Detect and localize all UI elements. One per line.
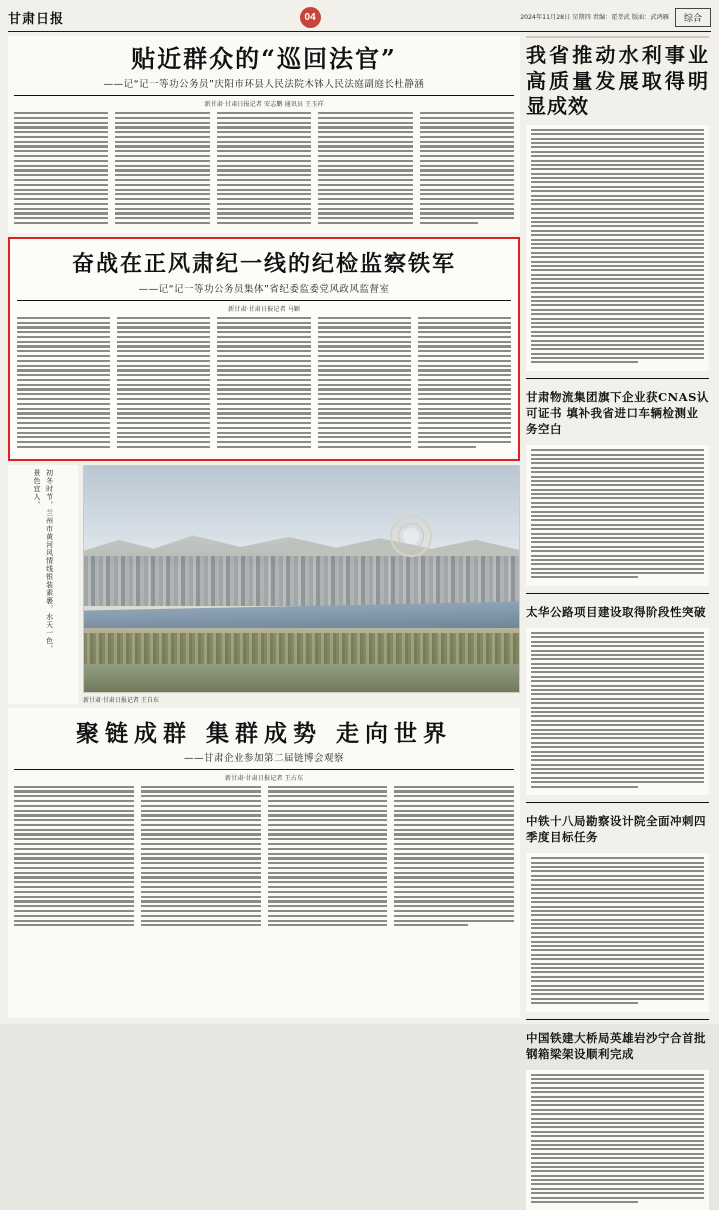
photo-credit: 新甘肃·甘肃日报记者 王自东 (83, 696, 159, 704)
divider (526, 802, 709, 803)
divider (14, 769, 514, 770)
page-body (8, 36, 711, 1061)
photo-feature (8, 465, 520, 704)
right-item-1-title: 太华公路项目建设取得阶段性突破 (526, 604, 706, 619)
masthead (8, 6, 711, 32)
right-lead-title: 我省推动水利事业高质量发展取得明显成效 (526, 43, 709, 119)
story-bottom-body (14, 786, 514, 929)
right-item-0-title: 甘肃物流集团旗下企业获CNAS认可证书 填补我省进口车辆检测业务空白 (526, 389, 709, 437)
story-highlight-byline: 新甘肃·甘肃日报记者 马颖 (228, 305, 300, 313)
masthead-center (100, 7, 520, 28)
photo-sidebar (8, 465, 78, 704)
divider (526, 593, 709, 594)
body-text (531, 129, 704, 364)
story-highlight-body (17, 317, 511, 451)
divider (14, 95, 514, 96)
photo-image (83, 465, 520, 693)
story-highlighted (8, 237, 520, 461)
photo-sky (84, 466, 519, 552)
right-item-2-body (526, 853, 709, 1011)
photo-vertical-caption: 初冬时节，兰州市黄河风情线银装素裹，水天一色，景色宜人。 (33, 468, 54, 653)
body-text (531, 632, 704, 788)
story-top-headline: 贴近群众的“巡回法官” (131, 44, 397, 73)
right-item-0-body (526, 445, 709, 586)
story-highlight-subhead: ——记“记一等功公务员集体”省纪委监委党风政风监督室 (138, 283, 390, 295)
divider (526, 1019, 709, 1020)
body-text (14, 786, 514, 929)
masthead-logo: 甘肃日报 (8, 12, 65, 27)
page-number-badge: 04 (300, 7, 321, 28)
story-top (8, 36, 520, 233)
divider (526, 378, 709, 379)
right-item-3-title: 中国铁建大桥局英雄岩沙宁合首批钢箱梁架设顺利完成 (526, 1030, 706, 1061)
story-highlight-headline: 奋战在正风肃纪一线的纪检监察铁军 (71, 250, 456, 277)
story-top-body (14, 112, 514, 227)
story-bottom-headline: 聚链成群 集群成势 走向世界 (75, 719, 452, 747)
story-top-subhead: ——记“记一等功公务员”庆阳市环县人民法院木钵人民法庭副庭长杜静涵 (103, 79, 425, 90)
right-item-3-body (526, 1070, 709, 1210)
body-text (531, 1074, 704, 1203)
divider (17, 300, 511, 301)
body-text (531, 857, 704, 1004)
left-column (8, 36, 520, 1018)
story-bottom-byline: 新甘肃·甘肃日报记者 王占东 (224, 774, 304, 782)
story-bottom (8, 708, 520, 1018)
masthead-date: 2024年11月28日 星期四 责编：霍莘武 版面：武鸿雁 (520, 13, 669, 21)
story-top-byline: 新甘肃·甘肃日报记者 安志鹏 通讯员 王玉祥 (204, 101, 324, 108)
right-item-1-body (526, 628, 709, 795)
right-column (526, 36, 709, 1061)
photo-cityscape (84, 556, 519, 606)
right-lead-body (526, 125, 709, 371)
body-text (17, 317, 511, 451)
photo-treeline (84, 633, 519, 665)
body-text (14, 112, 514, 227)
story-bottom-subhead: ——甘肃企业参加第二届链博会观察 (183, 752, 344, 764)
section-label: 综合 (675, 8, 711, 27)
body-text (531, 449, 704, 578)
promo-banner (526, 36, 709, 38)
right-item-2-title: 中铁十八局勘察设计院全面冲刺四季度目标任务 (526, 814, 706, 845)
